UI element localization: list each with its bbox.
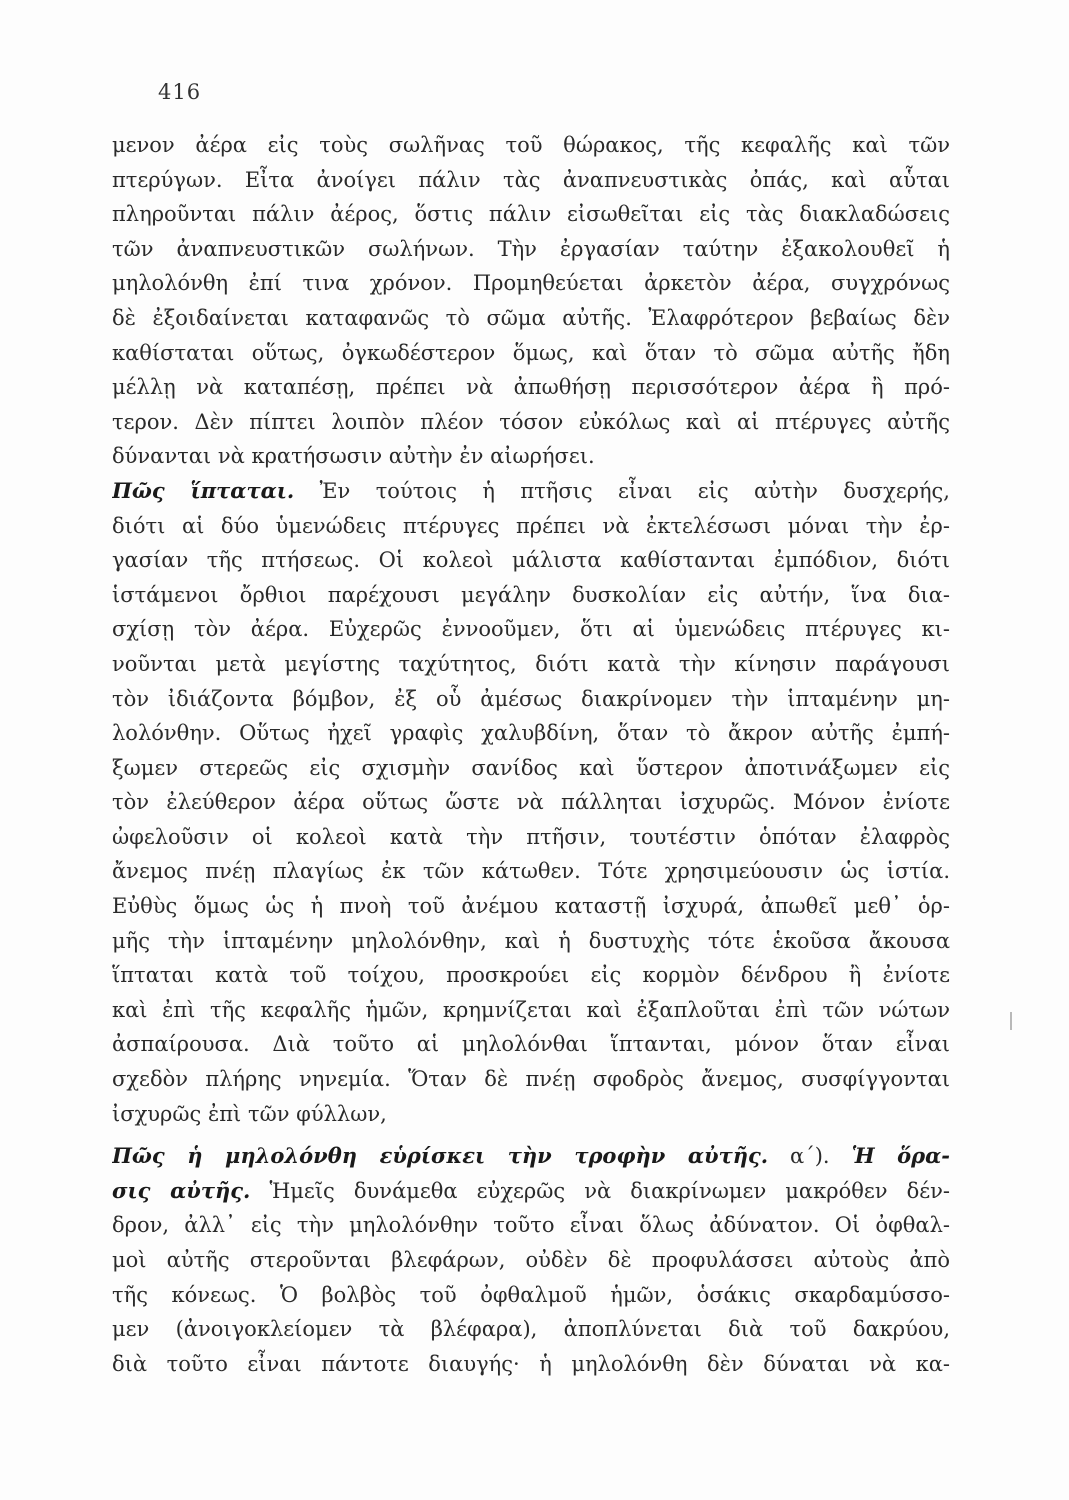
text-line: γασίαν τῆς πτήσεως. Οἱ κολεοὶ μάλιστα καθίστανται ἐμπόδιον, διότι: [112, 548, 950, 573]
text-line: σχίσῃ τὸν ἀέρα. Εὐχερῶς ἐννοοῦμεν, ὅτι αἱ ὑμενώδεις πτέρυγες κι-: [112, 617, 950, 642]
text-line: νοῦνται μετὰ μεγίστης ταχύτητος, διότι κατὰ τὴν κίνησιν παράγουσι: [112, 651, 950, 676]
text-line: διότι αἱ δύο ὑμενώδεις πτέρυγες πρέπει νὰ ἐκτελέσωσι μόναι τὴν ἐρ-: [112, 513, 950, 538]
section-heading: Πῶς ἡ μηλολόνθη εὑρίσκει τὴν τροφὴν αὐτῆς.: [112, 1143, 769, 1169]
text-line: τερον. Δὲν πίπτει λοιπὸν πλέον τόσον εὐκόλως καὶ αἱ πτέρυγες αὐτῆς: [112, 409, 950, 434]
text-line: δὲ ἐξοιδαίνεται καταφανῶς τὸ σῶμα αὐτῆς. Ἐλαφρότερον βεβαίως δὲν: [112, 305, 950, 330]
text-fragment: Ἡμεῖς δυνάμεθα εὐχερῶς νὰ διακρίνωμεν μακρόθεν δέν-: [269, 1178, 950, 1203]
margin-mark: [1010, 1012, 1012, 1030]
text-line: μηλολόνθη ἐπί τινα χρόνον. Προμηθεύεται ἀρκετὸν ἀέρα, συγχρόνως: [112, 271, 950, 296]
text-line: τὸν ἰδιάζοντα βόμβον, ἐξ οὗ ἀμέσως διακρίνομεν τὴν ἱπταμένην μη-: [112, 686, 950, 711]
section-first-line: [112, 474, 950, 509]
text-line: τῶν ἀναπνευστικῶν σωλήνων. Τὴν ἐργασίαν ταύτην ἐξακολουθεῖ ἡ: [112, 236, 950, 261]
text-line: ἵπταται κατὰ τοῦ τοίχου, προσκρούει εἰς κορμὸν δένδρου ἢ ἐνίοτε: [112, 963, 950, 988]
text-fragment: Ἐν τούτοις ἡ πτῆσις εἶναι εἰς αὐτὴν δυσχερής,: [319, 478, 950, 503]
text-line: δρον, ἀλλ᾽ εἰς τὴν μηλολόνθην τοῦτο εἶναι ὅλως ἀδύνατον. Οἱ ὀφθαλ-: [112, 1213, 950, 1238]
text-line: δύνανται νὰ κρατήσωσιν αὐτὴν ἐν αἰωρήσει.: [112, 444, 595, 469]
text-line: σχεδὸν πλήρης νηνεμία. Ὅταν δὲ πνέῃ σφοδρὸς ἄνεμος, συσφίγγονται: [112, 1067, 950, 1092]
text-line: ξωμεν στερεῶς εἰς σχισμὴν σανίδος καὶ ὕστερον ἀποτινάξωμεν εἰς: [112, 755, 950, 780]
text-line: πτερύγων. Εἶτα ἀνοίγει πάλιν τὰς ἀναπνευστικὰς ὀπάς, καὶ αὗται: [112, 167, 950, 192]
text-line: τὸν ἐλεύθερον ἀέρα οὕτως ὥστε νὰ πάλληται ἰσχυρῶς. Μόνον ἐνίοτε: [112, 790, 950, 815]
text-line: λολόνθην. Οὕτως ἠχεῖ γραφὶς χαλυβδίνη, ὅταν τὸ ἄκρον αὐτῆς ἐμπή-: [112, 721, 950, 746]
text-line: Εὐθὺς ὅμως ὡς ἡ πνοὴ τοῦ ἀνέμου καταστῇ ἰσχυρά, ἀπωθεῖ μεθ᾽ ὁρ-: [112, 894, 950, 919]
text-line: μῆς τὴν ἱπταμένην μηλολόνθην, καὶ ἡ δυστυχὴς τότε ἑκοῦσα ἄκουσα: [112, 928, 950, 953]
text-line: διὰ τοῦτο εἶναι πάντοτε διαυγής· ἡ μηλολόνθη δὲν δύναται νὰ κα-: [112, 1351, 950, 1376]
text-line: τῆς κόνεως. Ὁ βολβὸς τοῦ ὀφθαλμοῦ ἡμῶν, ὁσάκις σκαρδαμύσσο-: [112, 1282, 950, 1307]
text-line: μοὶ αὐτῆς στεροῦνται βλεφάρων, οὐδὲν δὲ προφυλάσσει αὐτοὺς ἀπὸ: [112, 1248, 950, 1272]
text-line: ἀσπαίρουσα. Διὰ τοῦτο αἱ μηλολόνθαι ἵπτανται, μόνον ὅταν εἶναι: [112, 1032, 950, 1057]
subsection-heading: Ἡ ὅρα-: [851, 1143, 950, 1169]
text-line: ἰσχυρῶς ἐπὶ τῶν φύλλων,: [112, 1101, 387, 1126]
section-first-line: [112, 1139, 950, 1174]
text-line: μέλλῃ νὰ καταπέσῃ, πρέπει νὰ ἀπωθήσῃ περισσότερον ἀέρα ἢ πρό-: [112, 375, 950, 400]
text-line: ὠφελοῦσιν οἱ κολεοὶ κατὰ τὴν πτῆσιν, τουτέστιν ὁπόταν ἐλαφρὸς: [112, 824, 950, 849]
text-line: ἄνεμος πνέῃ πλαγίως ἐκ τῶν κάτωθεν. Τότε χρησιμεύουσιν ὡς ἱστία.: [112, 859, 950, 884]
text-line: καὶ ἐπὶ τῆς κεφαλῆς ἡμῶν, κρημνίζεται καὶ ἐξαπλοῦται ἐπὶ τῶν νώτων: [112, 997, 950, 1022]
text-line: μεν (ἀνοιγοκλείομεν τὰ βλέφαρα), ἀποπλύνεται διὰ τοῦ δακρύου,: [112, 1317, 950, 1342]
body-text: [112, 128, 950, 1381]
section-heading: Πῶς ἵπταται.: [112, 477, 295, 503]
text-line: καθίσταται οὕτως, ὀγκωδέστερον ὅμως, καὶ ὅταν τὸ σῶμα αὐτῆς ἤδη: [112, 340, 950, 365]
subsection-line: [112, 1174, 950, 1209]
page-number: 416: [158, 80, 202, 104]
subsection-heading: σις αὐτῆς.: [112, 1177, 251, 1203]
subsection-marker: α´).: [790, 1144, 830, 1169]
text-line: μενον ἀέρα εἰς τοὺς σωλῆνας τοῦ θώρακος, τῆς κεφαλῆς καὶ τῶν: [112, 133, 950, 157]
text-line: πληροῦνται πάλιν ἀέρος, ὅστις πάλιν εἰσωθεῖται εἰς τὰς διακλαδώσεις: [112, 202, 950, 227]
text-line: ἱστάμενοι ὄρθιοι παρέχουσι μεγάλην δυσκολίαν εἰς αὐτήν, ἵνα δια-: [112, 582, 950, 607]
